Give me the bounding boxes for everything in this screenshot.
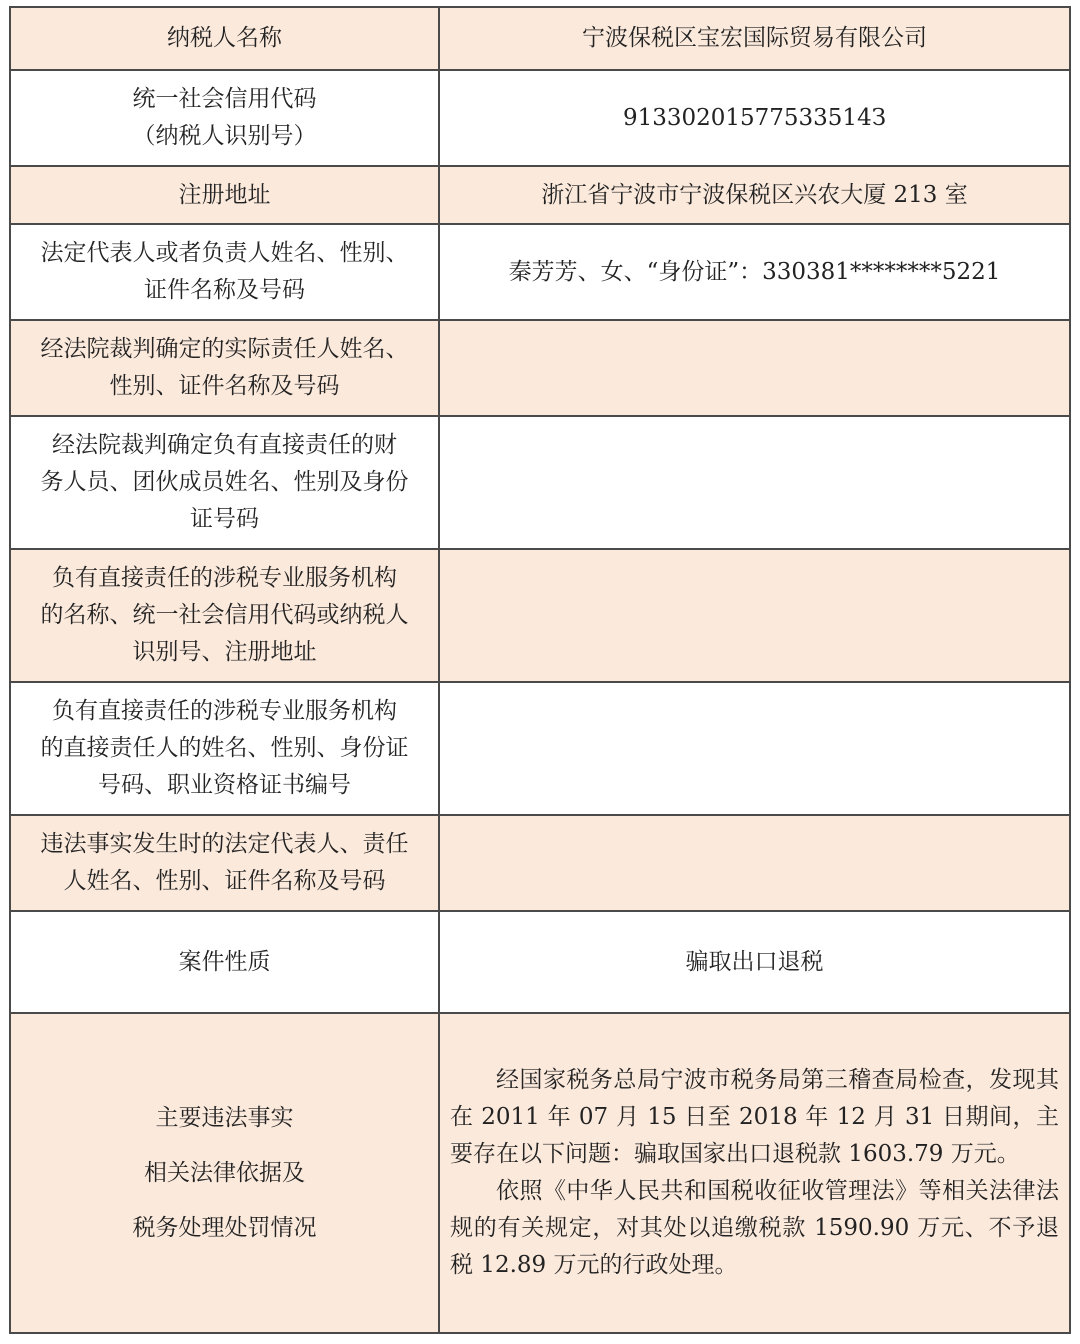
value-cell [439,549,1070,682]
row-registered-address [10,166,1070,224]
facts-text-cell [439,1013,1070,1333]
label-cell: 主要违法事实 相关法律依据及 税务处理处罚情况 [10,1013,439,1333]
value-cell: 91330201577533514З [439,70,1070,166]
label-cell: 经法院裁判确定的实际责任人姓名、 性别、证件名称及号码 [10,320,439,416]
row-legal-representative [10,224,1070,320]
row-tax-agency [10,549,1070,682]
label-cell: 负有直接责任的涉税专业服务机构 的名称、统一社会信用代码或纳税人 识别号、注册地址 [10,549,439,682]
value-cell [439,682,1070,815]
row-taxpayer-name [10,7,1070,70]
row-agency-responsible-person [10,682,1070,815]
value-cell [439,416,1070,549]
row-financial-staff [10,416,1070,549]
label-cell: 负有直接责任的涉税专业服务机构 的直接责任人的姓名、性别、身份证 号码、职业资格证书编号 [10,682,439,815]
label-cell: 统一社会信用代码 （纳税人识别号） [10,70,439,166]
value-cell: 骗取出口退税 [439,911,1070,1013]
taxpayer-info-table [9,6,1071,1334]
row-representative-at-violation [10,815,1070,911]
facts-paragraph-penalty: 依照《中华人民共和国税收征收管理法》等相关法律法规的有关规定，对其处以追缴税款 1590.90 万元、不予退税 12.89 万元的行政处理。 [450,1178,1059,1278]
row-violation-facts [10,1013,1070,1333]
row-actual-responsible-person [10,320,1070,416]
value-cell [439,320,1070,416]
label-cell: 纳税人名称 [10,7,439,70]
value-cell: 浙江省宁波市宁波保税区兴农大厦 213 室 [439,166,1070,224]
label-cell: 案件性质 [10,911,439,1013]
row-case-nature [10,911,1070,1013]
value-cell [439,815,1070,911]
label-cell: 违法事实发生时的法定代表人、责任 人姓名、性别、证件名称及号码 [10,815,439,911]
label-cell: 注册地址 [10,166,439,224]
label-cell: 经法院裁判确定负有直接责任的财 务人员、团伙成员姓名、性别及身份 证号码 [10,416,439,549]
row-credit-code [10,70,1070,166]
label-cell: 法定代表人或者负责人姓名、性别、 证件名称及号码 [10,224,439,320]
facts-paragraph-inspection: 经国家税务总局宁波市税务局第三稽查局检查，发现其在 2011 年 07 月 15 日至 2018 年 12 月 31 日期间，主要存在以下问题：骗取国家出口退税款 1603.79 万元。 [450,1067,1059,1167]
value-cell: 秦芳芳、女、“身份证”：330381********5221 [439,224,1070,320]
value-cell: 宁波保税区宝宏国际贸易有限公司 [439,7,1070,70]
